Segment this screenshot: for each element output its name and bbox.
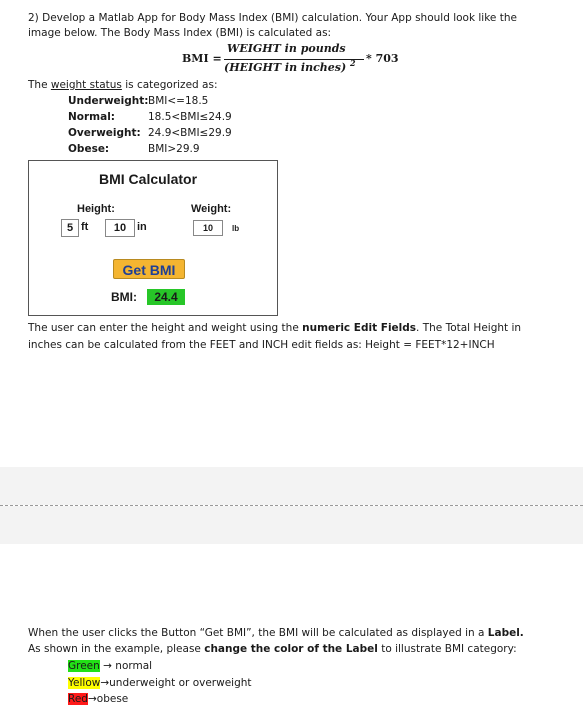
page-break-bottom: [0, 506, 583, 544]
fraction-bar: [224, 59, 364, 60]
status-intro: [28, 79, 217, 91]
edit-fields-text-a: The user can enter the height and weight using the: [28, 322, 303, 334]
label-text-a: When the user clicks the Button “Get BMI”, the BMI will be calculated as displayed in a: [28, 627, 488, 639]
color-word-red: Red: [68, 693, 88, 705]
edit-fields-text-bold: numeric Edit Fields: [302, 322, 417, 334]
label-line-2: [28, 643, 517, 655]
weight-label: Weight:: [191, 203, 232, 215]
formula-multiplier: * 703: [366, 52, 399, 65]
color-item-red: [68, 693, 128, 705]
label-text-2c: to illustrate BMI category:: [377, 643, 517, 655]
arrow-icon: →: [103, 660, 112, 672]
inch-unit: in: [137, 221, 147, 233]
status-name-underweight: Underweight:: [68, 95, 149, 107]
status-prefix: The: [28, 79, 51, 91]
arrow-icon: →: [87, 693, 97, 705]
formula-denominator: (HEIGHT in inches): [224, 61, 347, 74]
color-meaning-green: normal: [111, 660, 153, 672]
status-name-normal: Normal:: [68, 111, 116, 123]
status-range-underweight: BMI<=18.5: [148, 95, 209, 107]
color-item-green: [68, 660, 152, 672]
feet-input[interactable]: 5: [61, 219, 79, 237]
color-meaning-red: obese: [96, 693, 129, 705]
page-break-top: [0, 467, 583, 505]
edit-fields-line-1: [28, 322, 521, 334]
weight-unit: lb: [232, 224, 240, 233]
formula-exponent: 2: [350, 58, 356, 68]
label-line-1: [28, 627, 524, 639]
status-name-overweight: Overweight:: [68, 127, 141, 139]
formula-lhs: BMI =: [182, 52, 222, 65]
status-link: weight status: [50, 79, 122, 91]
color-meaning-yellow: underweight or overweight: [109, 677, 252, 689]
label-text-2a: As shown in the example, please: [28, 643, 205, 655]
weight-input[interactable]: 10: [193, 220, 223, 236]
bmi-value-label: 24.4: [147, 289, 185, 305]
bmi-label: BMI:: [111, 290, 137, 304]
status-range-overweight: 24.9<BMI≤29.9: [148, 127, 232, 139]
arrow-icon: →: [100, 677, 110, 689]
formula-numerator: WEIGHT in pounds: [227, 42, 346, 55]
label-text-2bold: change the color of the Label: [204, 643, 378, 655]
status-range-normal: 18.5<BMI≤24.9: [148, 111, 232, 123]
color-item-yellow: [68, 677, 252, 689]
bmi-app-window: [28, 160, 278, 316]
label-text-bold: Label.: [487, 627, 524, 639]
inch-input[interactable]: 10: [105, 219, 135, 237]
status-suffix: is categorized as:: [121, 79, 218, 91]
feet-unit: ft: [81, 221, 89, 233]
get-bmi-button[interactable]: Get BMI: [113, 259, 185, 279]
color-word-green: Green: [68, 660, 100, 672]
status-range-obese: BMI>29.9: [148, 143, 200, 155]
color-word-yellow: Yellow: [68, 677, 101, 689]
edit-fields-line-2: inches can be calculated from the FEET and INCH edit fields as: Height = FEET*12+INCH: [28, 339, 495, 351]
app-title: BMI Calculator: [99, 171, 198, 187]
intro-line-2: image below. The Body Mass Index (BMI) is calculated as:: [28, 27, 332, 39]
intro-line-1: 2) Develop a Matlab App for Body Mass Index (BMI) calculation. Your App should look like the: [28, 12, 517, 24]
status-name-obese: Obese:: [68, 143, 110, 155]
height-label: Height:: [77, 203, 115, 215]
edit-fields-text-c: . The Total Height in: [416, 322, 522, 334]
